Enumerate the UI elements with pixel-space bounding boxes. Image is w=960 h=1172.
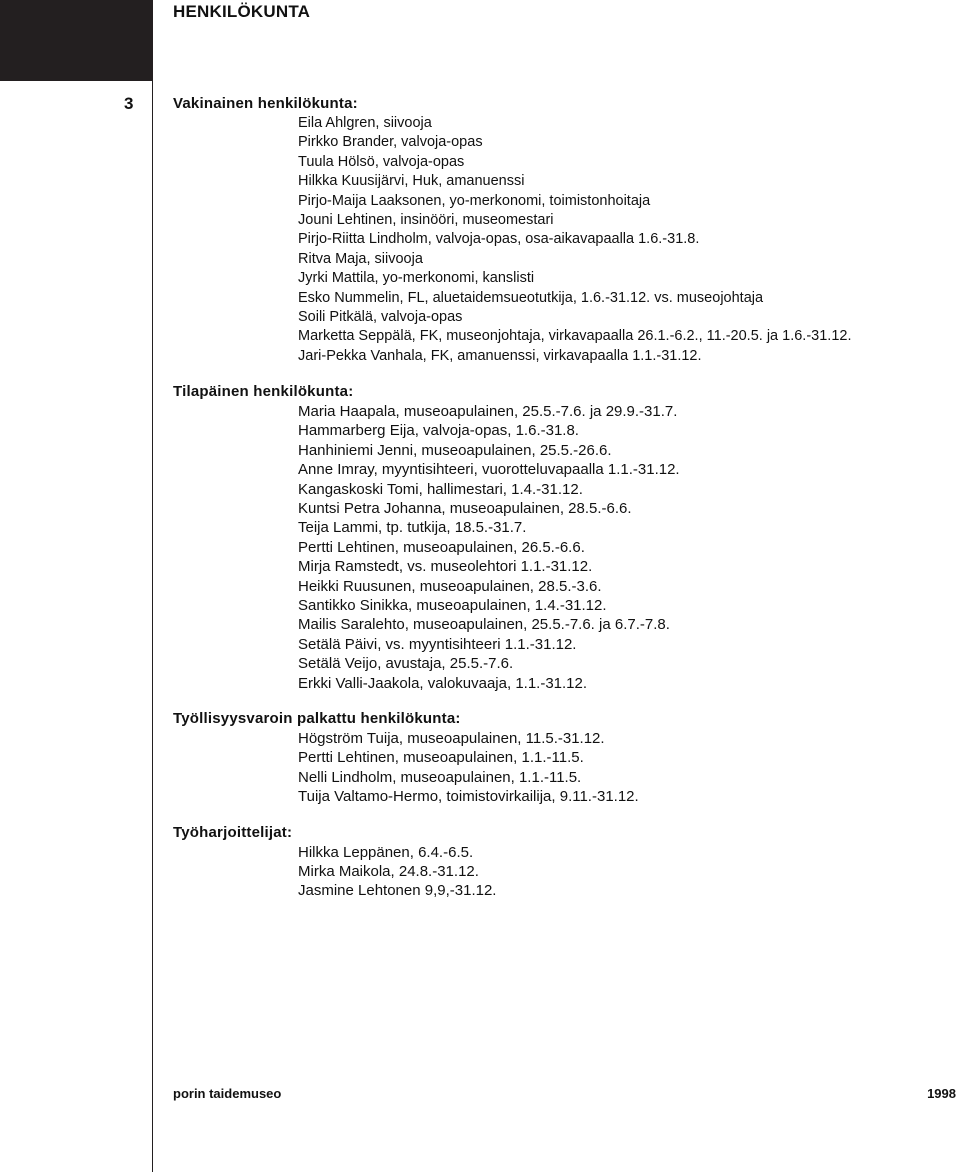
section-heading: Työllisyysvaroin palkattu henkilökunta: <box>173 709 461 727</box>
section-trainees <box>173 823 943 901</box>
staff-entry: Tuula Hölsö, valvoja-opas <box>298 153 465 170</box>
staff-entry: Heikki Ruusunen, museoapulainen, 28.5.-3.6. <box>298 577 602 595</box>
staff-entry: Mirka Maikola, 24.8.-31.12. <box>298 862 479 880</box>
margin-rule <box>152 0 153 1172</box>
footer-publisher: porin taidemuseo <box>173 1086 282 1101</box>
staff-list <box>173 843 943 901</box>
staff-entry: Anne Imray, myyntisihteeri, vuorotteluvapaalla 1.1.-31.12. <box>298 461 680 479</box>
staff-entry: Setälä Päivi, vs. myyntisihteeri 1.1.-31.12. <box>298 635 577 653</box>
header-black-block <box>0 0 152 81</box>
staff-entry: Marketta Seppälä, FK, museonjohtaja, virkavapaalla 26.1.-6.2., 11.-20.5. ja 1.6.-31.12. <box>298 328 852 345</box>
section-heading: Vakinainen henkilökunta: <box>173 95 358 112</box>
document-body <box>173 94 943 901</box>
staff-entry: Maria Haapala, museoapulainen, 25.5.-7.6. ja 29.9.-31.7. <box>298 403 678 421</box>
staff-entry: Pertti Lehtinen, museoapulainen, 26.5.-6.6. <box>298 538 585 556</box>
page-number: 3 <box>124 94 134 113</box>
staff-entry: Jouni Lehtinen, insinööri, museomestari <box>298 211 554 228</box>
staff-entry: Jari-Pekka Vanhala, FK, amanuenssi, virkavapaalla 1.1.-31.12. <box>298 347 702 364</box>
staff-entry: Kuntsi Petra Johanna, museoapulainen, 28.5.-6.6. <box>298 500 632 518</box>
staff-entry: Soili Pitkälä, valvoja-opas <box>298 308 463 325</box>
staff-entry: Erkki Valli-Jaakola, valokuvaaja, 1.1.-31.12. <box>298 674 588 692</box>
staff-entry: Jasmine Lehtonen 9,9,-31.12. <box>298 882 497 900</box>
staff-entry: Pirjo-Riitta Lindholm, valvoja-opas, osa-aikavapaalla 1.6.-31.8. <box>298 231 700 248</box>
staff-entry: Hilkka Leppänen, 6.4.-6.5. <box>298 843 474 861</box>
staff-entry: Mailis Saralehto, museoapulainen, 25.5.-7.6. ja 6.7.-7.8. <box>298 616 670 634</box>
staff-entry: Teija Lammi, tp. tutkija, 18.5.-31.7. <box>298 519 527 537</box>
staff-list <box>173 114 943 366</box>
staff-entry: Santikko Sinikka, museoapulainen, 1.4.-31.12. <box>298 596 607 614</box>
section-heading: Työharjoittelijat: <box>173 823 293 841</box>
page-header-title: HENKILÖKUNTA <box>173 2 311 21</box>
staff-entry: Esko Nummelin, FL, aluetaidemsueotutkija, 1.6.-31.12. vs. museojohtaja <box>298 289 764 306</box>
staff-entry: Hammarberg Eija, valvoja-opas, 1.6.-31.8. <box>298 422 579 440</box>
section-heading: Tilapäinen henkilökunta: <box>173 383 354 401</box>
staff-entry: Hanhiniemi Jenni, museoapulainen, 25.5.-26.6. <box>298 441 612 459</box>
staff-entry: Pirkko Brander, valvoja-opas <box>298 134 483 151</box>
section-permanent-staff <box>173 94 943 366</box>
staff-entry: Hilkka Kuusijärvi, Huk, amanuenssi <box>298 173 525 190</box>
staff-entry: Ritva Maja, siivooja <box>298 250 423 267</box>
staff-entry: Pirjo-Maija Laaksonen, yo-merkonomi, toimistonhoitaja <box>298 192 651 209</box>
section-temporary-staff <box>173 382 943 693</box>
staff-entry: Högström Tuija, museoapulainen, 11.5.-31.12. <box>298 729 605 747</box>
staff-entry: Jyrki Mattila, yo-merkonomi, kanslisti <box>298 270 535 287</box>
footer-year: 1998 <box>927 1086 956 1101</box>
staff-entry: Setälä Veijo, avustaja, 25.5.-7.6. <box>298 655 514 673</box>
staff-entry: Eila Ahlgren, siivooja <box>298 115 432 131</box>
staff-list <box>173 402 943 693</box>
staff-entry: Mirja Ramstedt, vs. museolehtori 1.1.-31.12. <box>298 558 593 576</box>
staff-entry: Tuija Valtamo-Hermo, toimistovirkailija, 9.11.-31.12. <box>298 788 639 806</box>
section-employment-funded-staff <box>173 709 943 807</box>
staff-list <box>173 729 943 807</box>
staff-entry: Kangaskoski Tomi, hallimestari, 1.4.-31.12. <box>298 480 583 498</box>
staff-entry: Pertti Lehtinen, museoapulainen, 1.1.-11.5. <box>298 749 584 767</box>
staff-entry: Nelli Lindholm, museoapulainen, 1.1.-11.5. <box>298 768 582 786</box>
